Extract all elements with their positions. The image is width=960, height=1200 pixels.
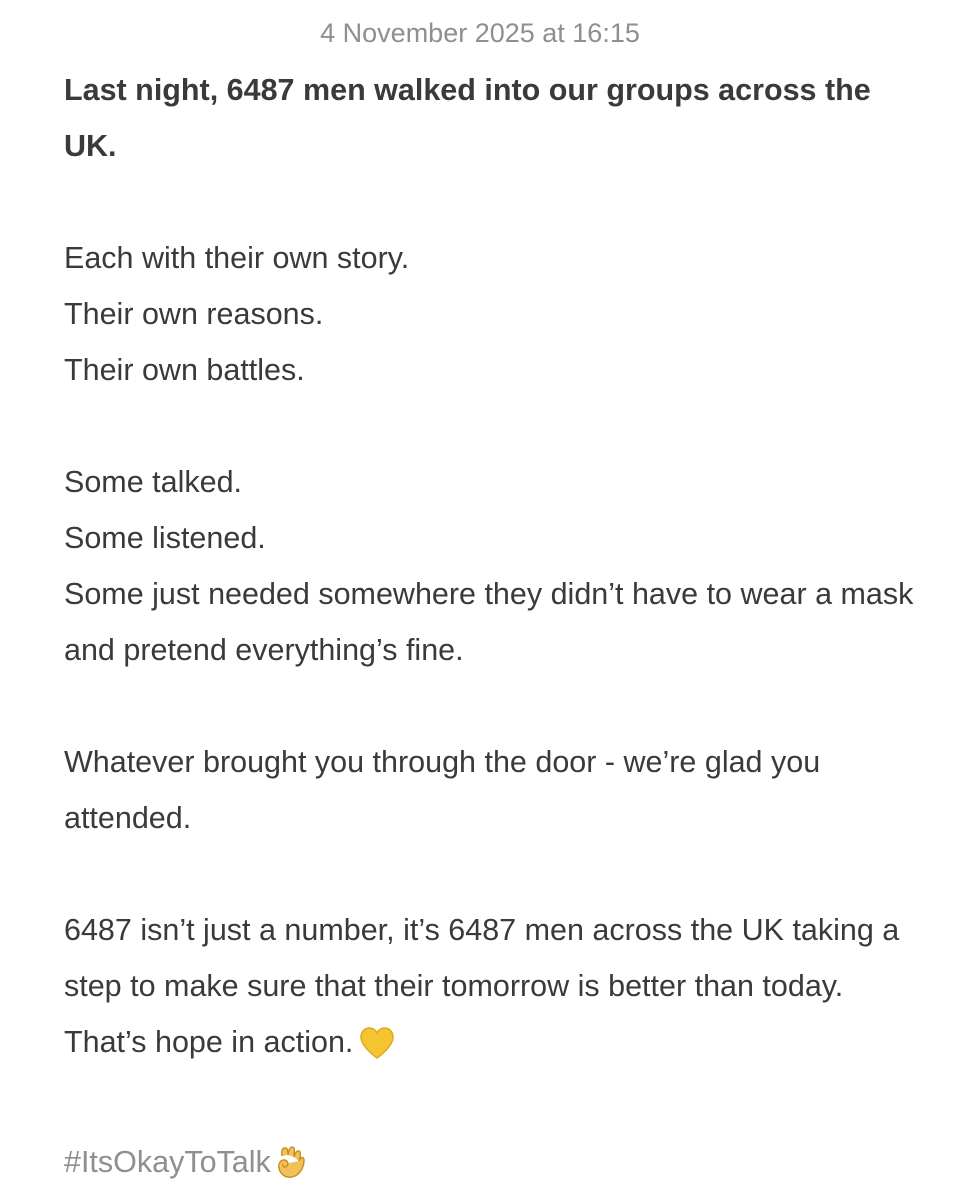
paragraph-hope-text: 6487 isn’t just a number, it’s 6487 men across the UK taking a step to make sure that their tomorrow is better than today. That’s hope in action. [64,913,908,1059]
note-body[interactable] [64,62,924,1198]
paragraph-some-talked: Some talked. Some listened. Some just needed somewhere they didn’t have to wear a mask and pretend everything’s fine. [64,465,914,667]
hashtag-link[interactable]: #ItsOkayToTalk [64,1145,271,1179]
note-heading: Last night, 6487 men walked into our groups across the UK. [64,73,880,163]
paragraph-hope-in-action [64,902,924,1078]
paragraph-whatever-brought-you: Whatever brought you through the door - we’re glad you attended. [64,745,829,835]
hashtag-line [64,1134,924,1198]
yellow-heart-icon [359,1022,395,1078]
note-timestamp: 4 November 2025 at 16:15 [320,18,640,48]
paragraph-stories: Each with their own story. Their own reasons. Their own battles. [64,241,410,387]
ok-hand-icon [273,1142,309,1198]
